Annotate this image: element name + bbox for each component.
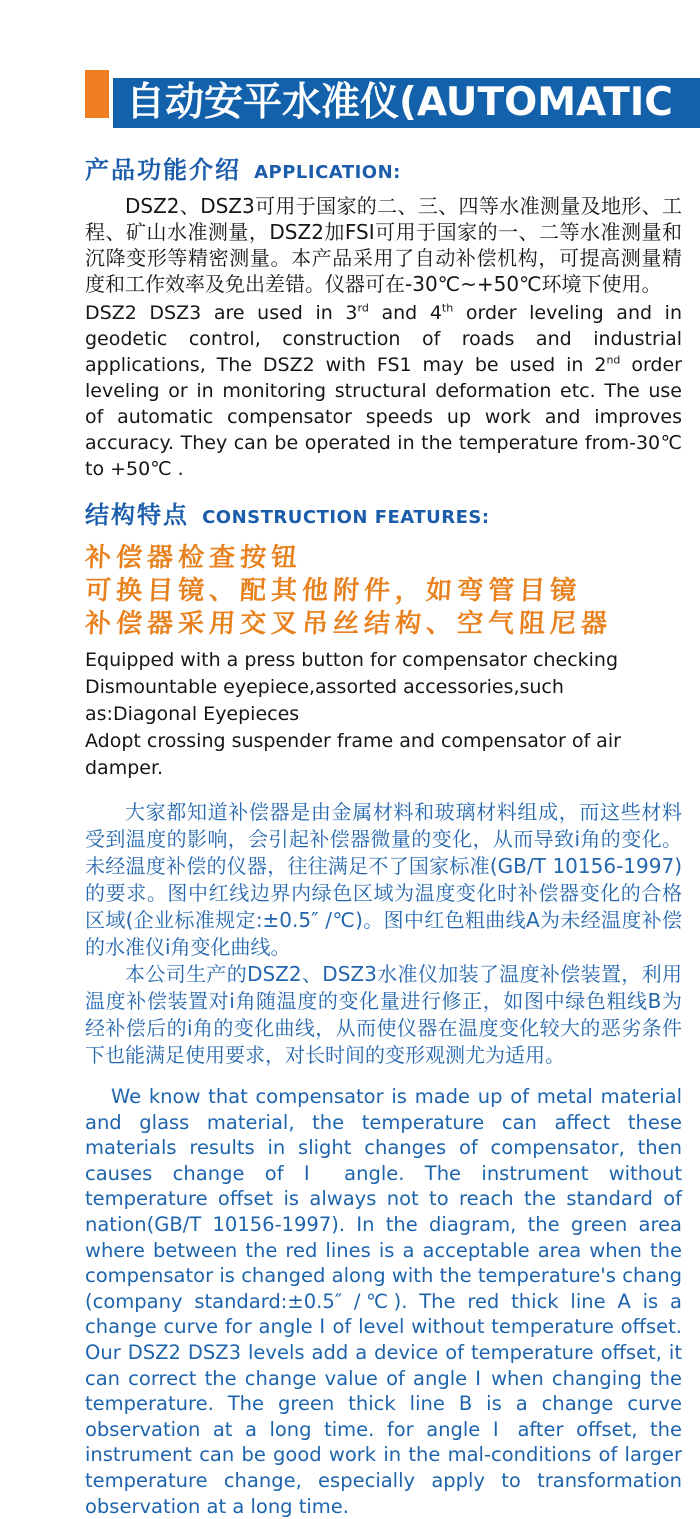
features-heading-en: CONSTRUCTION FEATURES: [202, 507, 490, 528]
application-paragraph-en [85, 300, 682, 482]
application-en-segment: order leveling or in monitoring structural deformation etc. The use of automatic compensator speeds up work and improves accuracy. They can be operated in the temperature from-30℃ to +50℃ . [85, 354, 682, 480]
application-en-segment: and 4 [368, 302, 442, 324]
feature-cn-line: 可换目镜、配其他附件，如弯管目镜 [84, 576, 582, 606]
application-en-segment: DSZ2 DSZ3 are used in 3 [85, 302, 358, 324]
features-heading-cn: 结构特点 [85, 501, 189, 529]
feature-en-lines [85, 647, 682, 782]
feature-en-line: Adopt crossing suspender frame and compensator of air damper. [85, 730, 621, 779]
feature-cn-line: 补偿器采用交叉吊丝结构、空气阻尼器 [84, 609, 613, 639]
ordinal-superscript: rd [357, 301, 369, 315]
compensator-cn-paragraph: 本公司生产的DSZ2、DSZ3水准仪加装了温度补偿装置，利用温度补偿装置对i角随温度的变化量进行修正，如图中绿色粗线B为经补偿后的i角的变化曲线，从而使仪器在温度变化较大的恶劣条件下也能满足使用要求，对长时间的变形观测尤为适用。 [85, 962, 682, 1067]
banner-accent-bar [85, 70, 109, 118]
feature-cn-line: 补偿器检查按钮 [84, 543, 303, 573]
compensator-note-en: We know that compensator is made up of metal material and glass material, the temperature can affect these materials results in slight changes of compensator, then causes change of Ⅰ angle. The instrument without temperature offset is always not to reach the standard of nation(GB/T 10156-1997). In the diagram, the green area where between the red lines is a acceptable area when the compensator is changed along with the temperature's chang (company standard:±0.5″ /℃). The red thick line A is a change curve for angle Ⅰ of level without temperature offset. Our DSZ2 DSZ3 levels add a device of temperature offset, it can correct the change value of angle Ⅰ when changing the temperature. The green thick line B is a change curve observation at a long time. for angle Ⅰ after offset, the instrument can be good work in the mal-conditions of larger temperature change, especially apply to transformation observation at a long time. [85, 1085, 682, 1518]
feature-en-line: Dismountable eyepiece,assorted accessories,such as:Diagonal Eyepieces [85, 676, 564, 725]
ordinal-superscript: nd [606, 353, 621, 367]
application-paragraph-cn: DSZ2、DSZ3可用于国家的二、三、四等水准测量及地形、工程、矿山水准测量，DSZ2加FSI可用于国家的一、二等水准测量和沉降变形等精密测量。本产品采用了自动补偿机构，可提高测量精度和工作效率及免出差错。仪器可在-30℃~+50℃环境下使用。 [85, 194, 682, 296]
application-section-heading [85, 150, 682, 185]
compensator-cn-paragraph: 大家都知道补偿器是由金属材料和玻璃材料组成，而这些材料受到温度的影响，会引起补偿器微量的变化，从而导致i角的变化。未经温度补偿的仪器，往往满足不了国家标准(GB/T 10156-1997)的要求。图中红线边界内绿色区域为温度变化时补偿器变化的合格区域(企业标准规定:±0.5″ /℃)。图中红色粗曲线A为未经温度补偿的水准仪i角变化曲线。 [85, 800, 682, 959]
application-en-segment: order leveling and in geodetic control, construction of roads and industrial applications, The DSZ2 with FS1 may be used in 2 [85, 302, 682, 376]
page-banner [113, 78, 700, 128]
page-content [85, 150, 682, 1519]
features-section-heading [85, 495, 682, 530]
feature-en-line: Equipped with a press button for compensator checking [85, 649, 619, 671]
application-heading-en: APPLICATION: [254, 162, 401, 183]
compensator-note-cn [85, 799, 682, 1069]
feature-brush-lines [85, 542, 682, 641]
page-title: 自动安平水准仪(AUTOMATIC [126, 80, 673, 125]
ordinal-superscript: th [441, 301, 454, 315]
application-heading-cn: 产品功能介绍 [85, 156, 241, 184]
